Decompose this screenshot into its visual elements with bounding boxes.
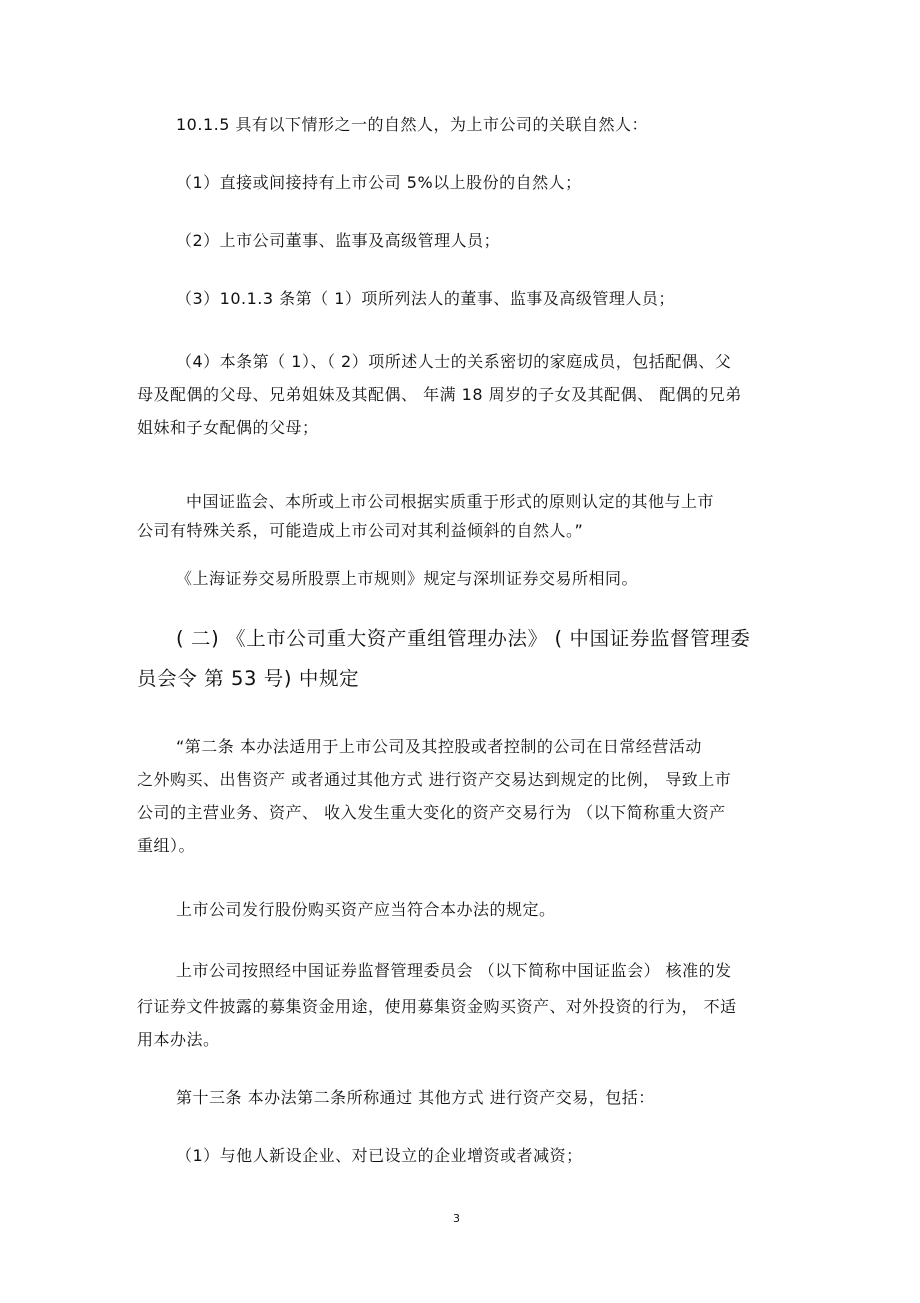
article-2-line-3: 公司的主营业务、资产、 收入发生重大变化的资产交易行为 （以下简称重大资产 <box>137 803 726 822</box>
clause-item-5-line-2: 公司有特殊关系，可能造成上市公司对其利益倾斜的自然人。” <box>137 521 584 540</box>
shanghai-rule-note: 《上海证券交易所股票上市规则》规定与深圳证券交易所相同。 <box>176 569 639 588</box>
article-2-paragraph-3-line-2: 行证券文件披露的募集资金用途，使用募集资金购买资产、对外投资的行为， 不适 <box>137 997 737 1016</box>
section-heading-line-2: 员会令 第 53 号) 中规定 <box>137 667 360 690</box>
article-2-line-4: 重组）。 <box>137 836 196 855</box>
article-13-intro: 第十三条 本办法第二条所称通过 其他方式 进行资产交易，包括： <box>176 1088 655 1107</box>
article-13-item-1: （1）与他人新设企业、对已设立的企业增资或者减资； <box>176 1146 583 1165</box>
page-number: 3 <box>453 1212 460 1225</box>
clause-item-1: （1）直接或间接持有上市公司 5%以上股份的自然人； <box>176 173 582 192</box>
clause-item-2: （2）上市公司董事、监事及高级管理人员； <box>176 231 501 250</box>
clause-item-4-line-2: 母及配偶的父母、兄弟姐妹及其配偶、 年满 18 周岁的子女及其配偶、 配偶的兄弟 <box>137 385 742 404</box>
article-2-paragraph-3-line-1: 上市公司按照经中国证券监督管理委员会 （以下简称中国证监会） 核准的发 <box>176 961 732 980</box>
article-2-paragraph-3-line-3: 用本办法。 <box>137 1030 220 1049</box>
section-heading-line-1: ( 二) 《上市公司重大资产重组管理办法》 ( 中国证券监督管理委 <box>176 627 751 650</box>
clause-item-4-line-1: （4）本条第（ 1）、（ 2）项所述人士的关系密切的家庭成员，包括配偶、父 <box>176 352 732 371</box>
clause-item-4-line-3: 姐妹和子女配偶的父母； <box>137 418 319 437</box>
clause-item-3: （3）10.1.3 条第（ 1）项所列法人的董事、监事及高级管理人员； <box>176 289 675 308</box>
clause-10-1-5-intro: 10.1.5 具有以下情形之一的自然人，为上市公司的关联自然人： <box>176 115 648 134</box>
article-2-line-1: “第二条 本办法适用于上市公司及其控股或者控制的公司在日常经营活动 <box>176 737 702 756</box>
article-2-paragraph-2: 上市公司发行股份购买资产应当符合本办法的规定。 <box>176 900 556 919</box>
article-2-line-2: 之外购买、出售资产 或者通过其他方式 进行资产交易达到规定的比例， 导致上市 <box>137 770 732 789</box>
clause-item-5-line-1: 中国证监会、本所或上市公司根据实质重于形式的原则认定的其他与上市 <box>186 492 715 511</box>
